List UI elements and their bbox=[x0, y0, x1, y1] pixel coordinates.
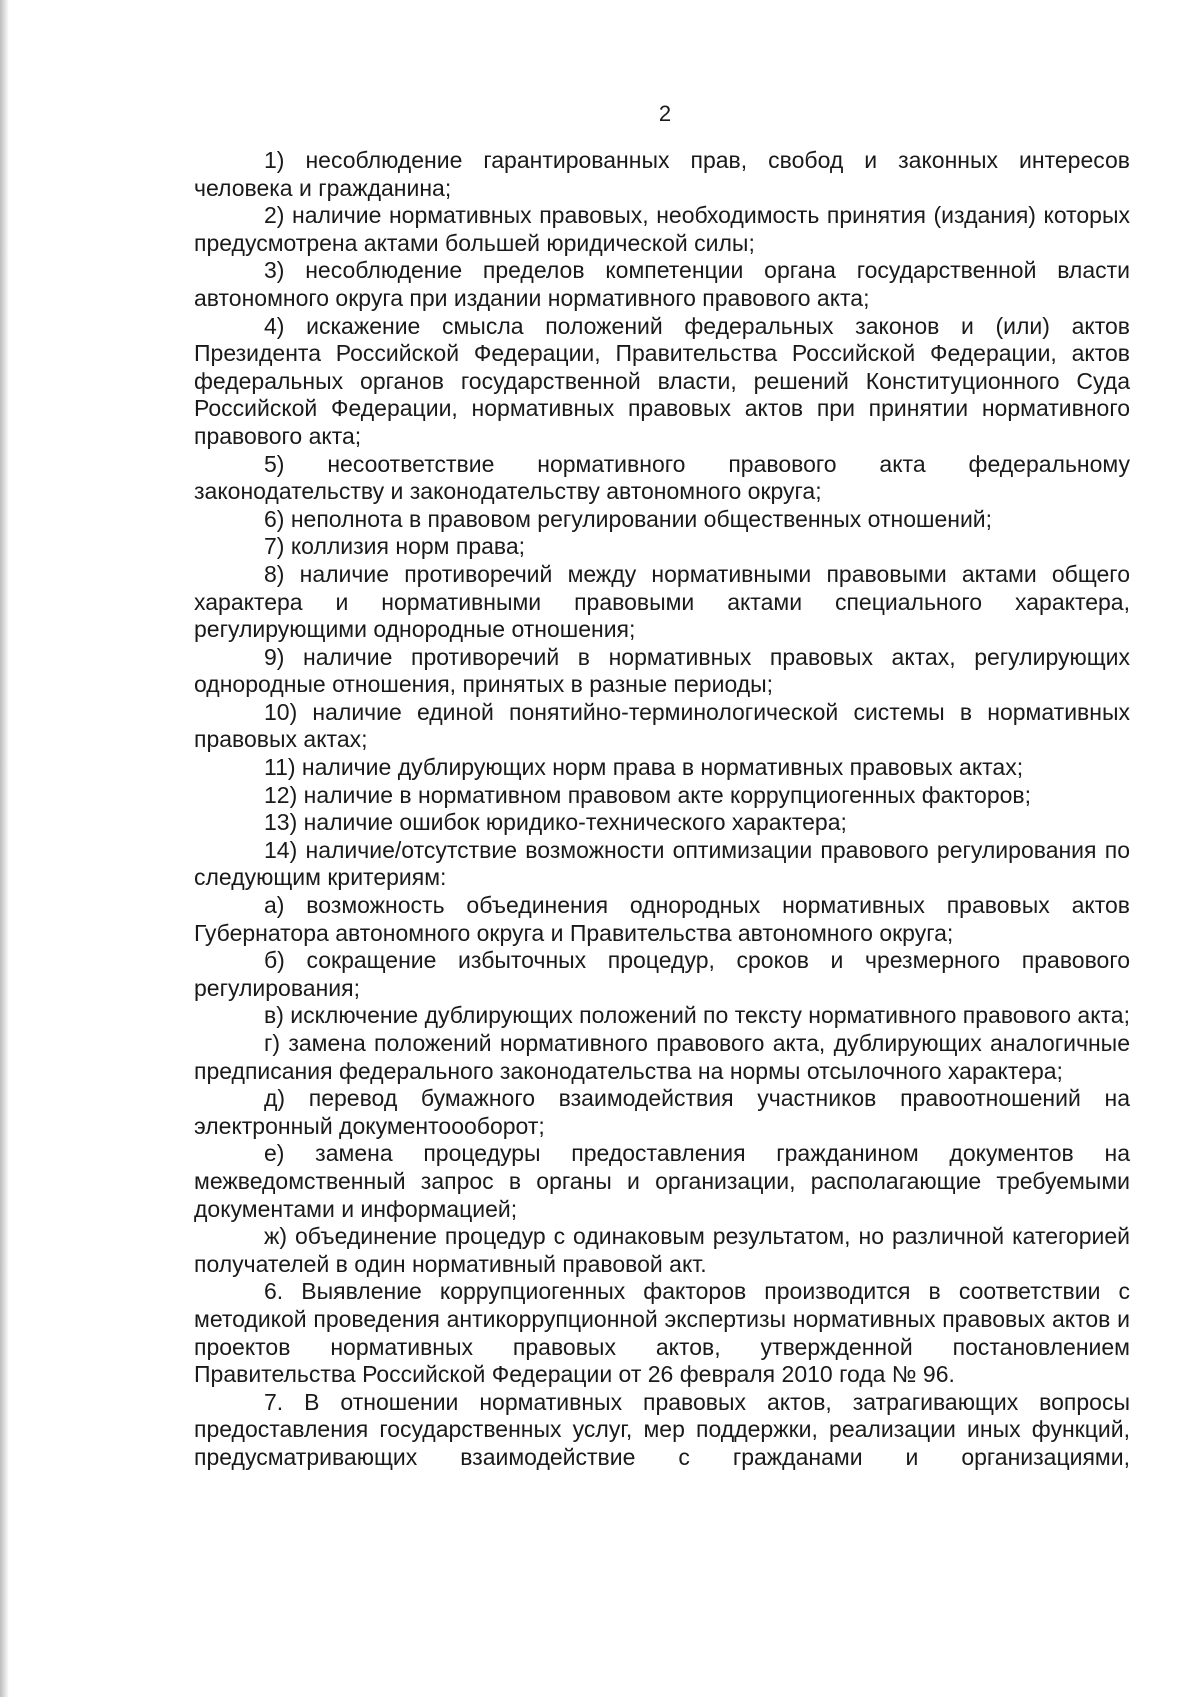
subitem-v: в) исключение дублирующих положений по тексту нормативного правового акта; bbox=[264, 1002, 1130, 1029]
item-14: 14) наличие/отсутствие возможности оптимизации правового регулирования по следующим критериям: bbox=[194, 836, 1130, 891]
item-2: 2) наличие нормативных правовых, необходимость принятия (издания) которых предусмотрена актами большей юридической силы; bbox=[194, 202, 1130, 256]
item-13: 13) наличие ошибок юридико-технического характера; bbox=[264, 809, 847, 836]
item-6: 6) неполнота в правовом регулировании общественных отношений; bbox=[264, 505, 993, 532]
document-body bbox=[194, 147, 1130, 1472]
clause-7: 7. В отношении нормативных правовых актов, затрагивающих вопросы предоставления государственных услуг, мер поддержки, реализации иных функций, предусматривающих взаимодействие с гражданами и организациями, bbox=[194, 1388, 1130, 1470]
item-4: 4) искажение смысла положений федеральных законов и (или) актов Президента Российской Федерации, Правительства Российской Федерации, актов федеральных органов государственной власти, решений Конституционного Суда Российской Федерации, нормативных правовых актов при принятии нормативного правового акта; bbox=[194, 312, 1130, 449]
item-7: 7) коллизия норм права; bbox=[264, 533, 526, 560]
item-12: 12) наличие в нормативном правовом акте коррупциогенных факторов; bbox=[264, 781, 1032, 808]
subitem-zh: ж) объединение процедур с одинаковым результатом, но различной категорией получателей в один нормативный правовой акт. bbox=[194, 1223, 1130, 1277]
subitem-g: г) замена положений нормативного правового акта, дублирующих аналогичные предписания федерального законодательства на нормы отсылочного характера; bbox=[194, 1030, 1130, 1084]
item-8: 8) наличие противоречий между нормативными правовыми актами общего характера и нормативными правовыми актами специального характера, регулирующими однородные отношения; bbox=[194, 560, 1130, 643]
scan-edge-shadow bbox=[0, 0, 9, 1697]
item-3: 3) несоблюдение пределов компетенции органа государственной власти автономного округа при издании нормативного правового акта; bbox=[194, 257, 1130, 311]
subitem-b: б) сокращение избыточных процедур, сроков и чрезмерного правового регулирования; bbox=[194, 947, 1130, 1001]
item-11: 11) наличие дублирующих норм права в нормативных правовых актах; bbox=[264, 754, 1024, 781]
item-9: 9) наличие противоречий в нормативных правовых актах, регулирующих однородные отношения, принятых в разные периоды; bbox=[194, 643, 1130, 698]
subitem-e: е) замена процедуры предоставления гражданином документов на межведомственный запрос в органы и организации, располагающие требуемыми документами и информацией; bbox=[194, 1140, 1130, 1222]
page-number: 2 bbox=[658, 101, 672, 126]
item-5: 5) несоответствие нормативного правового акта федеральному законодательству и законодательству автономного округа; bbox=[194, 450, 1130, 505]
item-10: 10) наличие единой понятийно-терминологической системы в нормативных правовых актах; bbox=[194, 698, 1130, 753]
subitem-d: д) перевод бумажного взаимодействия участников правоотношений на электронный документоооборот; bbox=[194, 1085, 1130, 1139]
clause-6: 6. Выявление коррупциогенных факторов производится в соответствии с методикой проведения антикоррупционной экспертизы нормативных правовых актов и проектов нормативных правовых актов, утвержденной постановлением Правительства Российской Федерации от 26 февраля 2010 года № 96. bbox=[194, 1278, 1130, 1388]
item-1: 1) несоблюдение гарантированных прав, свобод и законных интересов человека и гражданина; bbox=[194, 147, 1130, 201]
subitem-a: а) возможность объединения однородных нормативных правовых актов Губернатора автономного округа и Правительства автономного округа; bbox=[194, 892, 1130, 946]
